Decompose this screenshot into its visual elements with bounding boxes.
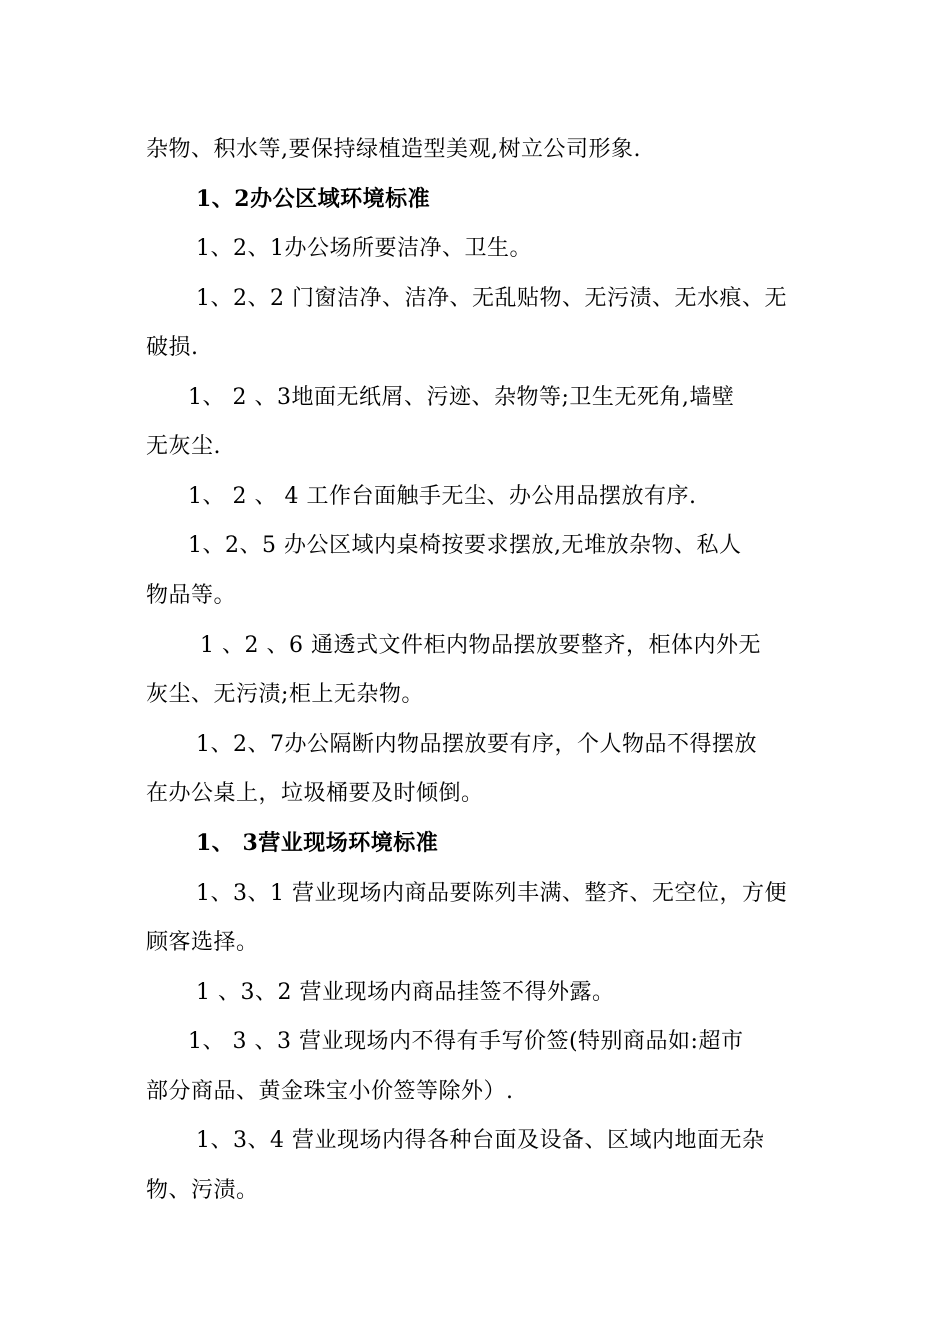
paragraph-line: 在办公桌上，垃圾桶要及时倾倒。	[146, 781, 484, 806]
paragraph-line: 1、3、1 营业现场内商品要陈列丰满、整齐、无空位，方便	[196, 881, 787, 906]
section-heading-1-3: 1、 3营业现场环境标准	[196, 830, 439, 856]
paragraph-line: 1 、3、2 营业现场内商品挂签不得外露。	[196, 980, 615, 1005]
paragraph-line: 1、 2 、 4 工作台面触手无尘、办公用品摆放有序.	[188, 484, 697, 509]
paragraph-line: 物品等。	[146, 583, 237, 608]
paragraph-line: 灰尘、无污渍;柜上无杂物。	[146, 682, 424, 707]
paragraph-line: 物、污渍。	[146, 1178, 259, 1203]
paragraph-line: 1、 2 、3地面无纸屑、污迹、杂物等;卫生无死角,墙壁	[188, 385, 735, 410]
paragraph-line: 杂物、积水等,要保持绿植造型美观,树立公司形象.	[146, 137, 641, 162]
paragraph-line: 1、2、2 门窗洁净、洁净、无乱贴物、无污渍、无水痕、无	[196, 286, 787, 311]
paragraph-line: 1、2、7办公隔断内物品摆放要有序，个人物品不得摆放	[196, 732, 757, 757]
paragraph-line: 1、2、5 办公区域内桌椅按要求摆放,无堆放杂物、私人	[188, 533, 742, 558]
paragraph-line: 部分商品、黄金珠宝小价签等除外）.	[146, 1079, 514, 1104]
paragraph-line: 1 、2 、6 通透式文件柜内物品摆放要整齐，柜体内外无	[200, 633, 761, 658]
paragraph-line: 无灰尘.	[146, 434, 221, 459]
paragraph-line: 破损.	[146, 335, 199, 360]
paragraph-line: 1、 3 、3 营业现场内不得有手写价签(特别商品如:超市	[188, 1029, 744, 1054]
paragraph-line: 1、2、1办公场所要洁净、卫生。	[196, 236, 532, 261]
paragraph-line: 1、3、4 营业现场内得各种台面及设备、区域内地面无杂	[196, 1128, 765, 1153]
paragraph-line: 顾客选择。	[146, 930, 259, 955]
section-heading-1-2: 1、2办公区域环境标准	[196, 186, 431, 212]
